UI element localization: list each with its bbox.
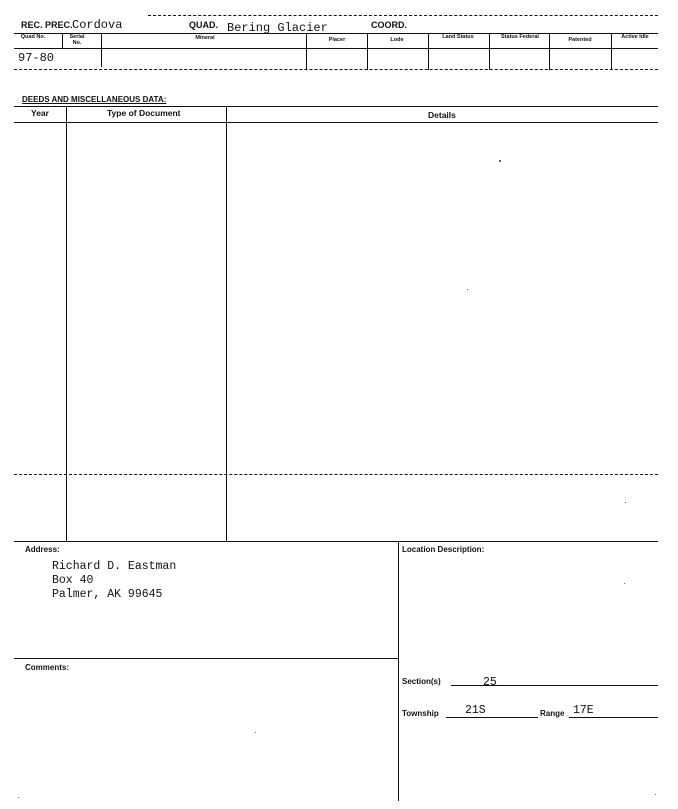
- col-mineral: Mineral: [195, 35, 215, 41]
- deeds-top-rule: [14, 106, 658, 107]
- quad-no-cell[interactable]: 97-80: [18, 51, 55, 65]
- range-label: Range: [540, 709, 565, 718]
- township-value[interactable]: 21S: [465, 704, 486, 717]
- comments-label: Comments:: [25, 663, 70, 672]
- col-divider: [611, 34, 612, 70]
- col-status-federal: Status Federal: [501, 34, 539, 40]
- col-divider: [101, 34, 102, 67]
- range-value[interactable]: 17E: [573, 704, 594, 717]
- claim-header-rule: [14, 48, 658, 49]
- scan-speck: [499, 160, 501, 162]
- section-value[interactable]: 25: [483, 676, 497, 689]
- header-top-rule: [148, 15, 658, 16]
- deeds-divider-year: [66, 106, 67, 542]
- location-description-label: Location Description:: [402, 545, 485, 554]
- coord-label: COORD.: [371, 20, 407, 30]
- deeds-col-details: Details: [428, 110, 456, 120]
- col-placer: Placer: [328, 37, 346, 43]
- col-divider: [489, 34, 490, 70]
- address-line-name: Richard D. Eastman: [52, 560, 177, 573]
- township-label: Township: [402, 709, 439, 718]
- rec-prec-label: REC. PREC.: [21, 20, 73, 30]
- scan-speck: [655, 794, 656, 795]
- scan-speck: [467, 289, 468, 290]
- section-label: Section(s): [402, 677, 441, 686]
- col-patented: Patented: [568, 37, 592, 43]
- col-lode: Lode: [390, 37, 404, 43]
- quad-label: QUAD.: [189, 20, 218, 30]
- deeds-col-type: Type of Document: [107, 108, 181, 118]
- col-divider: [428, 34, 429, 70]
- col-serial-no: Serial No.: [69, 34, 85, 46]
- deeds-section-title: DEEDS AND MISCELLANEOUS DATA:: [22, 95, 167, 104]
- address-label: Address:: [25, 545, 60, 554]
- col-divider: [549, 34, 550, 70]
- scan-speck: [255, 732, 256, 733]
- header-rule: [14, 33, 658, 34]
- col-divider: [367, 34, 368, 70]
- deeds-bottom-rule: [14, 541, 658, 542]
- scan-speck: [624, 583, 625, 584]
- deeds-col-year: Year: [31, 108, 49, 118]
- scan-speck: [18, 797, 19, 798]
- address-location-divider: [398, 541, 399, 801]
- quad-value[interactable]: Bering Glacier: [227, 21, 328, 35]
- deeds-dashed-rule: [14, 474, 658, 475]
- address-bottom-rule: [14, 658, 398, 659]
- col-active-idle: Active Idle: [621, 34, 649, 40]
- col-land-status: Land Status: [442, 34, 474, 40]
- col-quad-no: Quad No.: [20, 34, 46, 40]
- address-line-city: Palmer, AK 99645: [52, 588, 163, 601]
- deeds-divider-type: [226, 106, 227, 542]
- address-line-box: Box 40: [52, 574, 94, 587]
- deeds-header-rule: [14, 122, 658, 123]
- col-divider: [306, 34, 307, 70]
- scan-speck: [625, 502, 626, 503]
- col-divider: [62, 34, 63, 48]
- rec-prec-value[interactable]: Cordova: [72, 18, 123, 32]
- range-underline: [569, 717, 658, 718]
- claim-bottom-rule: [14, 69, 658, 70]
- township-underline: [446, 717, 538, 718]
- address-block[interactable]: [52, 560, 176, 602]
